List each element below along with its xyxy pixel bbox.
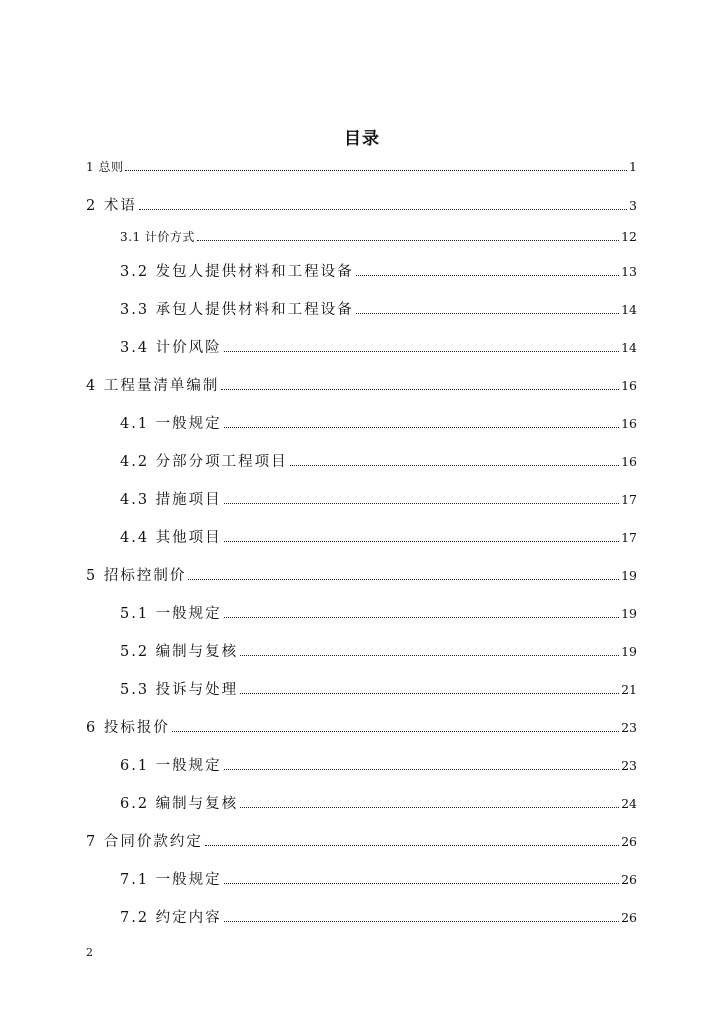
toc-leader-dots — [188, 578, 619, 580]
toc-entry[interactable] — [120, 298, 637, 319]
toc-leader-dots — [172, 730, 619, 732]
toc-entry-page: 26 — [621, 872, 637, 887]
toc-entry[interactable] — [120, 412, 637, 433]
toc-leader-dots — [125, 169, 627, 171]
toc-entry[interactable] — [120, 868, 637, 889]
page-number: 2 — [86, 946, 93, 959]
toc-entry-text: 4.4 其他项目 — [120, 530, 222, 546]
toc-entry-page: 16 — [621, 378, 637, 393]
toc-entry-text: 3.1 计价方式 — [120, 230, 195, 244]
toc-leader-dots — [205, 844, 619, 846]
toc-entry-text: 5.2 编制与复核 — [120, 644, 239, 660]
toc-entry-text: 7.1 一般规定 — [120, 872, 222, 888]
toc-entry-text: 5 招标控制价 — [86, 568, 187, 584]
toc-leader-dots — [240, 654, 619, 656]
toc-entry[interactable] — [120, 526, 637, 547]
toc-entry-page: 26 — [621, 834, 637, 849]
toc-entry-page: 13 — [621, 264, 637, 279]
toc-entry-page: 24 — [621, 796, 637, 811]
toc-leader-dots — [224, 882, 619, 884]
toc-entry[interactable] — [86, 374, 637, 395]
toc-entry[interactable] — [120, 678, 637, 699]
toc-entry-page: 26 — [621, 910, 637, 925]
toc-entry-text: 3.2 发包人提供材料和工程设备 — [120, 264, 354, 280]
toc-leader-dots — [139, 208, 627, 210]
toc-entry[interactable] — [86, 564, 637, 585]
toc-entry[interactable] — [86, 158, 637, 175]
toc-entry-page: 16 — [621, 454, 637, 469]
toc-entry-text: 6.1 一般规定 — [120, 758, 222, 774]
toc-entry-text: 7 合同价款约定 — [86, 834, 203, 850]
toc-leader-dots — [356, 312, 619, 314]
toc-leader-dots — [290, 464, 619, 466]
toc-entry-text: 1 总则 — [86, 160, 124, 174]
toc-entry-page: 14 — [621, 302, 637, 317]
toc-entry-text: 4 工程量清单编制 — [86, 378, 220, 394]
toc-leader-dots — [240, 806, 619, 808]
toc-entry[interactable] — [86, 716, 637, 737]
toc-leader-dots — [240, 692, 619, 694]
toc-entry[interactable] — [86, 830, 637, 851]
toc-entry-text: 3.3 承包人提供材料和工程设备 — [120, 302, 354, 318]
toc-entry-text: 5.1 一般规定 — [120, 606, 222, 622]
toc-leader-dots — [224, 350, 619, 352]
toc-entry-text: 6 投标报价 — [86, 720, 170, 736]
toc-entry-text: 7.2 约定内容 — [120, 910, 222, 926]
toc-leader-dots — [356, 274, 619, 276]
toc-entry[interactable] — [120, 640, 637, 661]
toc-entry[interactable] — [120, 228, 637, 245]
toc-entry-text: 5.3 投诉与处理 — [120, 682, 239, 698]
toc-entry-page: 19 — [621, 568, 637, 583]
toc-entry[interactable] — [120, 602, 637, 623]
toc-entry[interactable] — [120, 260, 637, 281]
toc-leader-dots — [197, 239, 619, 241]
toc-entry[interactable] — [120, 906, 637, 927]
toc-entry[interactable] — [86, 194, 637, 215]
toc-entry[interactable] — [120, 754, 637, 775]
toc-entry-page: 17 — [621, 530, 637, 545]
toc-entry-text: 4.2 分部分项工程项目 — [120, 454, 288, 470]
toc-leader-dots — [224, 920, 619, 922]
toc-entry[interactable] — [120, 336, 637, 357]
toc-entry-page: 17 — [621, 492, 637, 507]
toc-entry-page: 16 — [621, 416, 637, 431]
toc-entry[interactable] — [120, 450, 637, 471]
toc-entry[interactable] — [120, 792, 637, 813]
toc-leader-dots — [224, 502, 619, 504]
toc-entry-text: 4.1 一般规定 — [120, 416, 222, 432]
toc-entry-text: 3.4 计价风险 — [120, 340, 222, 356]
toc-entry-page: 19 — [621, 606, 637, 621]
toc-entry-page: 21 — [621, 682, 637, 697]
toc-entry-page: 14 — [621, 340, 637, 355]
toc-leader-dots — [224, 540, 619, 542]
toc-entry-page: 1 — [629, 159, 637, 174]
toc-leader-dots — [224, 768, 619, 770]
toc-entry-page: 23 — [621, 720, 637, 735]
toc-entry[interactable] — [120, 488, 637, 509]
toc-entry-page: 3 — [629, 198, 637, 213]
toc-title: 目录 — [344, 129, 380, 149]
toc-entry-page: 12 — [621, 229, 637, 244]
toc-entry-page: 23 — [621, 758, 637, 773]
toc-entry-page: 19 — [621, 644, 637, 659]
toc-leader-dots — [221, 388, 619, 390]
toc-leader-dots — [224, 426, 619, 428]
toc-entry-text: 2 术语 — [86, 198, 137, 214]
toc-entry-text: 6.2 编制与复核 — [120, 796, 239, 812]
toc-leader-dots — [224, 616, 619, 618]
toc-entry-text: 4.3 措施项目 — [120, 492, 222, 508]
